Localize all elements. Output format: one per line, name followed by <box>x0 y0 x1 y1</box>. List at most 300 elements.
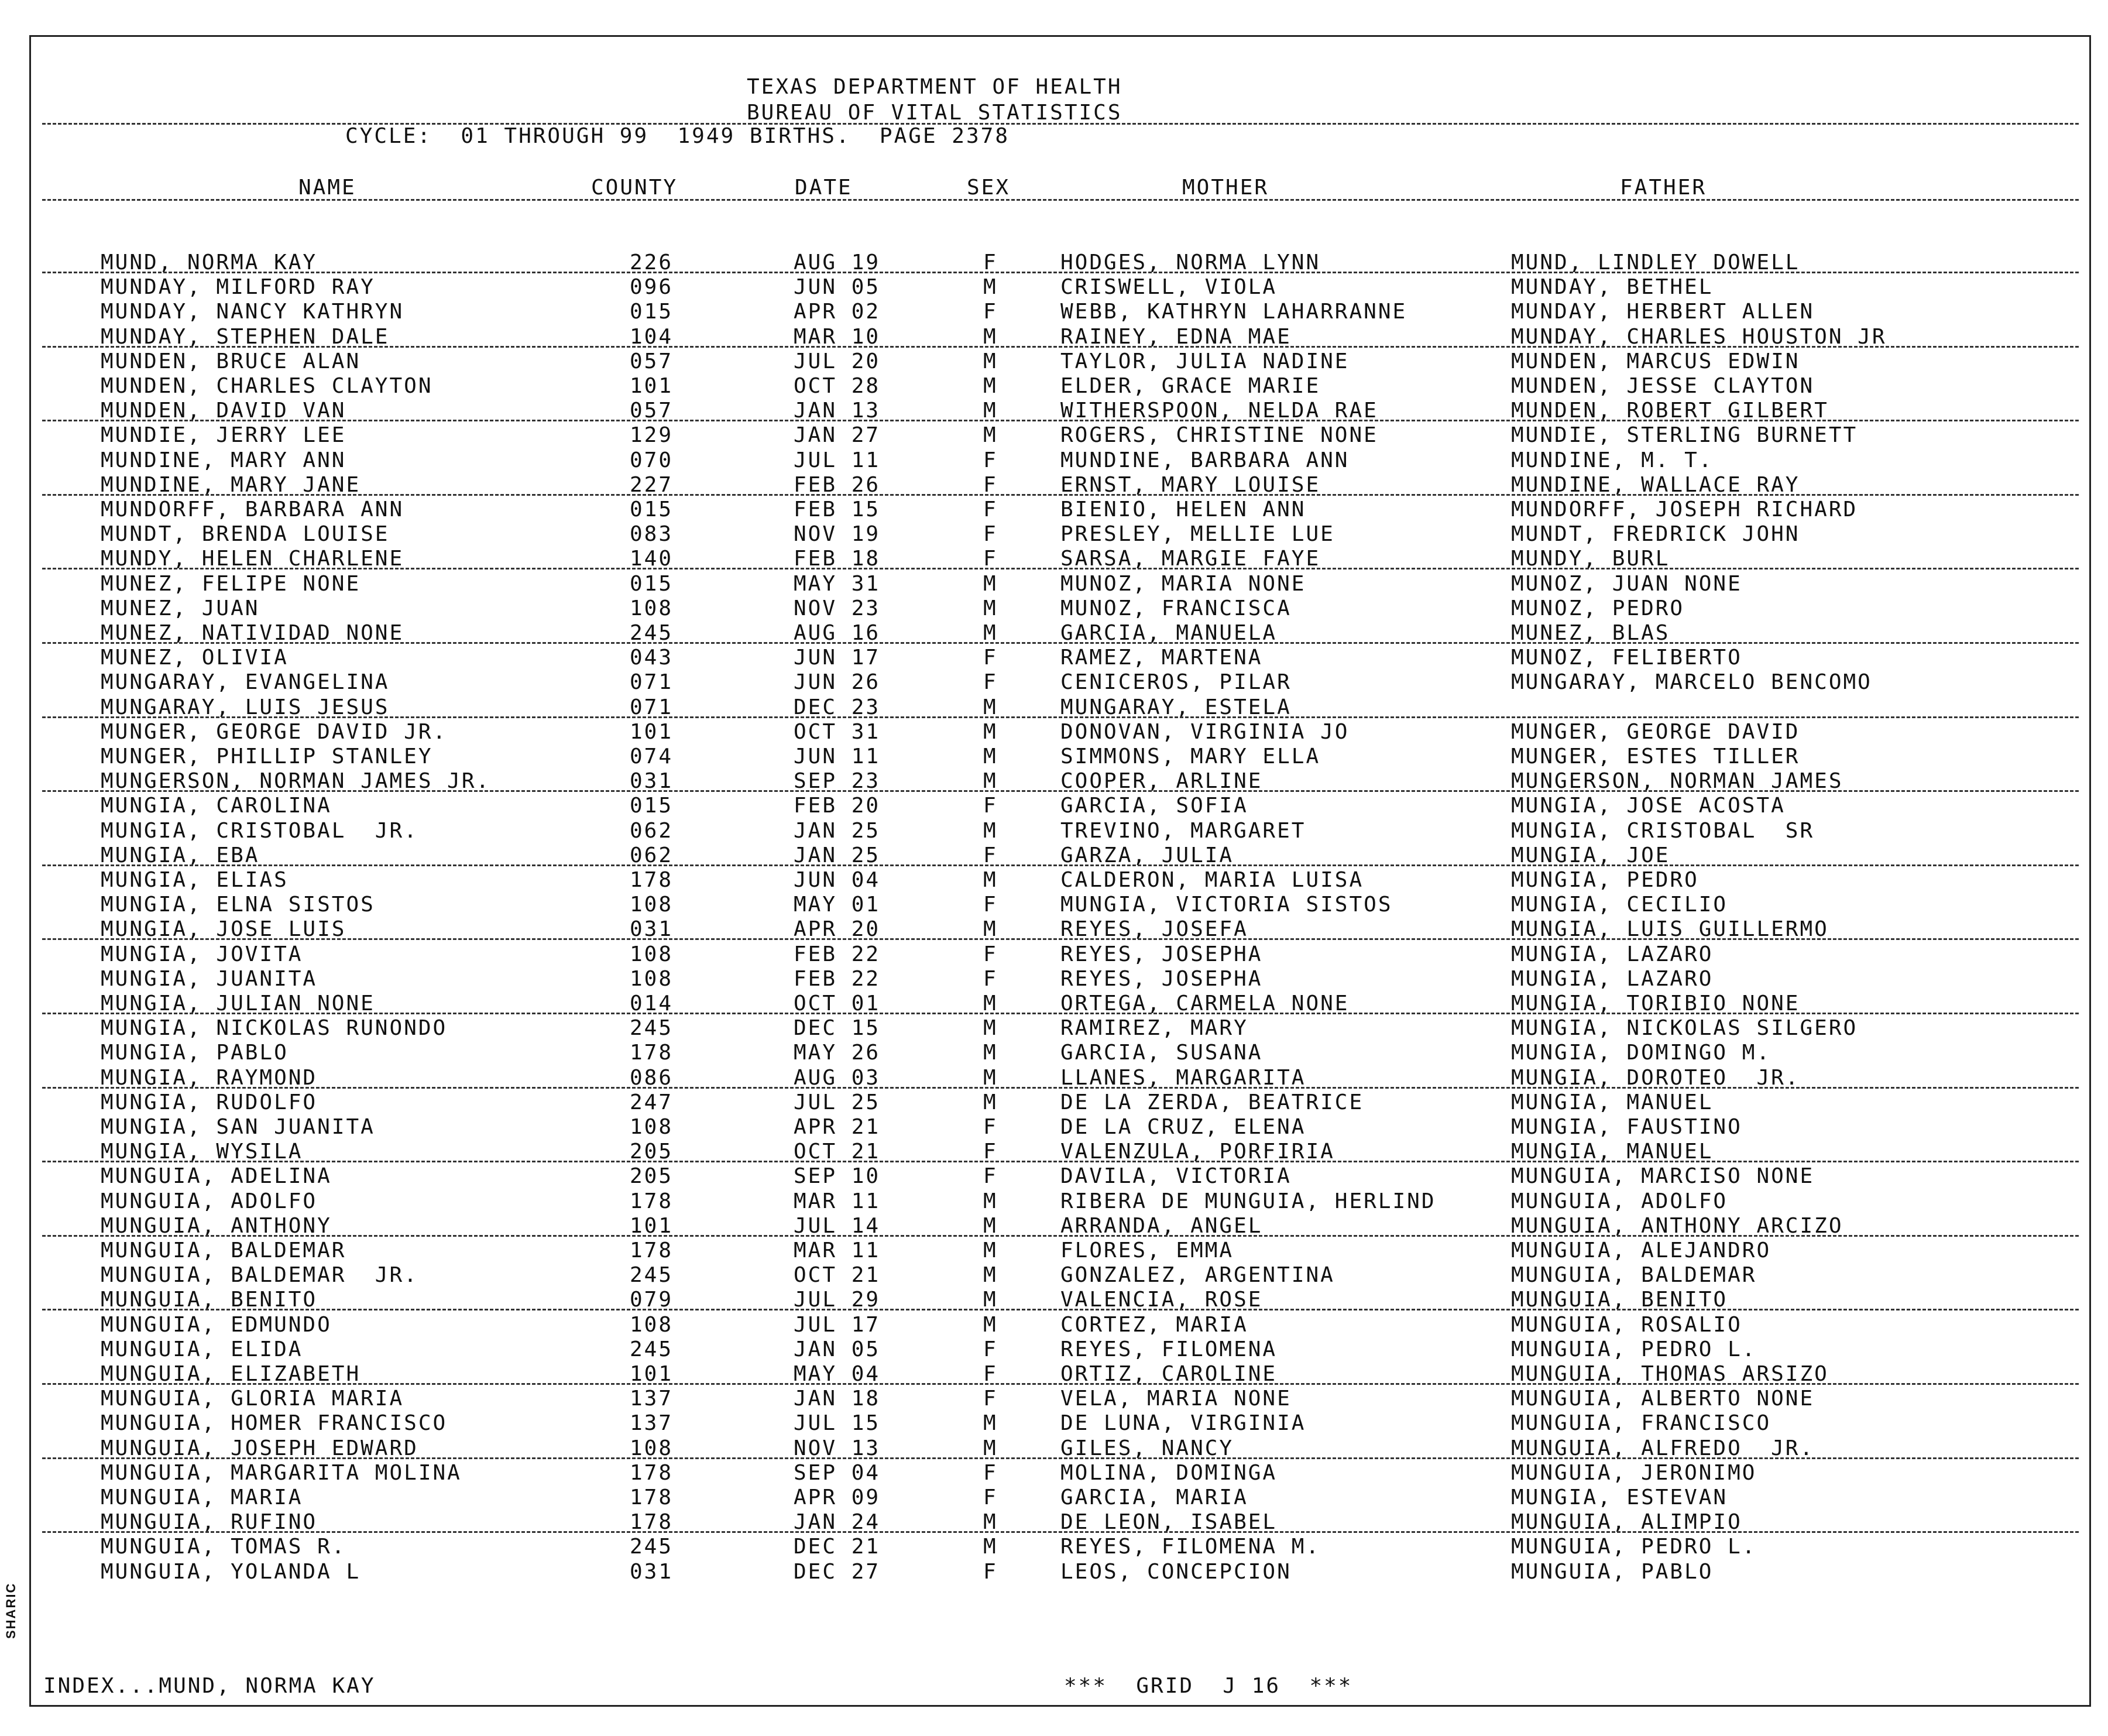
cell-name: MUNGIA, JULIAN NONE <box>101 991 375 1015</box>
cell-name: MUNGUIA, GLORIA MARIA <box>101 1387 404 1411</box>
cell-father: MUNGERSON, NORMAN JAMES <box>1511 769 1843 794</box>
cell-name: MUNGARAY, LUIS JESUS <box>101 695 390 719</box>
cell-father: MUNDEN, MARCUS EDWIN <box>1511 349 1800 373</box>
table-row <box>0 1411 2108 1436</box>
cell-sex: F <box>983 522 998 547</box>
cell-date: JUL 14 <box>794 1213 881 1238</box>
cell-father: MUNOZ, JUAN NONE <box>1511 571 1742 596</box>
cell-date: APR 02 <box>794 300 881 324</box>
cell-father: MUNGIA, MANUEL <box>1511 1140 1714 1164</box>
cell-father: MUNGIA, NICKOLAS SILGERO <box>1511 1016 1858 1041</box>
table-row <box>0 1115 2108 1140</box>
cell-father: MUNGUIA, ALIMPIO <box>1511 1510 1742 1535</box>
cell-sex: M <box>983 695 998 719</box>
cell-father: MUNGIA, DOROTEO JR. <box>1511 1065 1800 1090</box>
table-row <box>0 1560 2108 1584</box>
cell-county: 015 <box>630 794 674 818</box>
cell-sex: M <box>983 917 998 942</box>
cell-name: MUNDAY, NANCY KATHRYN <box>101 300 404 324</box>
cell-name: MUNGIA, JUANITA <box>101 966 318 991</box>
cell-sex: F <box>983 670 998 695</box>
cell-county: 108 <box>630 1436 674 1460</box>
cell-father: MUNGUIA, ALFREDO JR. <box>1511 1436 1815 1460</box>
cell-mother: CORTEZ, MARIA <box>1060 1312 1248 1337</box>
cell-date: JAN 13 <box>794 399 881 423</box>
cell-date: JUN 17 <box>794 646 881 670</box>
cell-county: 057 <box>630 349 674 373</box>
cell-date: MAR 11 <box>794 1238 881 1262</box>
table-row <box>0 596 2108 621</box>
cell-name: MUNGUIA, ELIZABETH <box>101 1362 361 1386</box>
cell-father: MUNDAY, CHARLES HOUSTON JR <box>1511 324 1887 349</box>
cell-name: MUNGIA, PABLO <box>101 1041 289 1065</box>
cell-mother: MOLINA, DOMINGA <box>1060 1460 1278 1485</box>
cell-sex: M <box>983 769 998 794</box>
cell-sex: F <box>983 1559 998 1584</box>
cell-date: JUN 26 <box>794 670 881 695</box>
cell-mother: ORTEGA, CARMELA NONE <box>1060 991 1350 1015</box>
cell-sex: M <box>983 374 998 398</box>
cell-name: MUNDT, BRENDA LOUISE <box>101 522 390 547</box>
cell-name: MUNDEN, BRUCE ALAN <box>101 349 361 373</box>
row-separator <box>42 1161 2079 1162</box>
cell-date: MAY 04 <box>794 1362 881 1386</box>
table-row <box>0 893 2108 917</box>
row-separator <box>42 642 2079 644</box>
cell-mother: VALENCIA, ROSE <box>1060 1288 1263 1312</box>
cell-sex: F <box>983 547 998 571</box>
cell-mother: RAMEZ, MARTENA <box>1060 646 1263 670</box>
cell-sex: F <box>983 794 998 818</box>
cell-county: 245 <box>630 621 674 645</box>
cell-county: 086 <box>630 1065 674 1090</box>
table-row <box>0 275 2108 300</box>
cell-date: FEB 15 <box>794 498 881 522</box>
cell-father: MUNGIA, TORIBIO NONE <box>1511 991 1800 1015</box>
cell-name: MUNGUIA, BALDEMAR JR. <box>101 1263 418 1288</box>
cell-sex: F <box>983 843 998 867</box>
cell-sex: M <box>983 621 998 645</box>
cell-name: MUNGUIA, HOMER FRANCISCO <box>101 1411 448 1436</box>
cell-county: 101 <box>630 374 674 398</box>
table-row <box>0 1461 2108 1485</box>
cell-county: 178 <box>630 1485 674 1509</box>
cell-mother: MUNGARAY, ESTELA <box>1060 695 1292 719</box>
cell-name: MUNGUIA, EDMUNDO <box>101 1312 332 1337</box>
department-title: TEXAS DEPARTMENT OF HEALTH <box>747 75 1122 99</box>
column-header-mother: MOTHER <box>1182 176 1269 200</box>
table-row <box>0 1337 2108 1362</box>
cell-name: MUNGUIA, ANTHONY <box>101 1213 332 1238</box>
cell-name: MUNGUIA, MARGARITA MOLINA <box>101 1460 462 1485</box>
cell-name: MUNEZ, NATIVIDAD NONE <box>101 621 404 645</box>
cell-county: 108 <box>630 596 674 620</box>
cell-name: MUNGIA, WYSILA <box>101 1140 303 1164</box>
cell-mother: MUNDINE, BARBARA ANN <box>1060 448 1350 472</box>
cell-date: NOV 23 <box>794 596 881 620</box>
cell-date: APR 09 <box>794 1485 881 1509</box>
cell-name: MUNGER, GEORGE DAVID JR. <box>101 719 448 744</box>
cell-mother: RIBERA DE MUNGUIA, HERLIND <box>1060 1189 1436 1213</box>
cell-father: MUNGIA, DOMINGO M. <box>1511 1041 1771 1065</box>
cell-name: MUNDEN, DAVID VAN <box>101 399 346 423</box>
cell-name: MUNGIA, RUDOLFO <box>101 1090 318 1114</box>
cell-mother: ROGERS, CHRISTINE NONE <box>1060 423 1378 448</box>
table-row <box>0 522 2108 547</box>
cell-father: MUNGIA, FAUSTINO <box>1511 1115 1742 1139</box>
table-row <box>0 448 2108 473</box>
cell-father: MUNDAY, BETHEL <box>1511 275 1714 300</box>
cell-county: 074 <box>630 745 674 768</box>
cell-mother: PRESLEY, MELLIE LUE <box>1060 522 1335 547</box>
cell-date: MAY 31 <box>794 571 881 596</box>
cell-county: 137 <box>630 1411 674 1436</box>
cell-date: MAY 01 <box>794 893 881 917</box>
cell-sex: F <box>983 966 998 991</box>
cell-name: MUNGUIA, TOMAS R. <box>101 1535 346 1559</box>
cell-date: NOV 13 <box>794 1436 881 1460</box>
cycle-line: CYCLE: 01 THROUGH 99 1949 BIRTHS. PAGE 2378 <box>345 124 1010 148</box>
cell-county: 101 <box>630 1213 674 1238</box>
cell-sex: M <box>983 1288 998 1312</box>
cell-father: MUNGUIA, ROSALIO <box>1511 1312 1742 1337</box>
cell-date: JUN 11 <box>794 745 881 768</box>
cell-sex: M <box>983 349 998 373</box>
cell-county: 178 <box>630 1041 674 1065</box>
cell-name: MUNGER, PHILLIP STANLEY <box>101 745 433 768</box>
cell-father: MUNOZ, FELIBERTO <box>1511 646 1742 670</box>
cell-sex: M <box>983 1411 998 1436</box>
cell-father: MUNGIA, PEDRO <box>1511 868 1699 892</box>
table-row <box>0 646 2108 670</box>
cell-name: MUNGIA, ELIAS <box>101 868 289 892</box>
cell-name: MUND, NORMA KAY <box>101 251 318 275</box>
cell-mother: REYES, JOSEPHA <box>1060 966 1263 991</box>
cell-name: MUNDIE, JERRY LEE <box>101 423 346 448</box>
cell-name: MUNGIA, EBA <box>101 843 260 867</box>
cell-sex: F <box>983 942 998 966</box>
cell-mother: REYES, FILOMENA M. <box>1060 1535 1321 1559</box>
cell-date: JUL 17 <box>794 1312 881 1337</box>
cell-county: 096 <box>630 275 674 300</box>
cell-sex: F <box>983 1140 998 1164</box>
cell-name: MUNGIA, ELNA SISTOS <box>101 893 375 917</box>
cell-date: OCT 21 <box>794 1140 881 1164</box>
cell-father: MUNDINE, M. T. <box>1511 448 1714 472</box>
cell-date: OCT 28 <box>794 374 881 398</box>
cell-date: FEB 26 <box>794 472 881 497</box>
cell-father: MUNGUIA, BENITO <box>1511 1288 1728 1312</box>
row-separator <box>42 1235 2079 1237</box>
cell-county: 226 <box>630 251 674 275</box>
cell-date: AUG 19 <box>794 251 881 275</box>
cell-mother: GILES, NANCY <box>1060 1436 1234 1460</box>
cell-mother: DE LA ZERDA, BEATRICE <box>1060 1090 1364 1114</box>
cell-county: 043 <box>630 646 674 670</box>
cell-name: MUNDEN, CHARLES CLAYTON <box>101 374 433 398</box>
table-row <box>0 374 2108 399</box>
cell-sex: F <box>983 472 998 497</box>
cell-father: MUNEZ, BLAS <box>1511 621 1670 645</box>
cell-sex: M <box>983 1189 998 1213</box>
table-row <box>0 572 2108 596</box>
cell-county: 108 <box>630 966 674 991</box>
cell-father: MUNGUIA, PABLO <box>1511 1559 1714 1584</box>
cell-name: MUNGUIA, YOLANDA L <box>101 1559 361 1584</box>
cell-date: DEC 15 <box>794 1016 881 1041</box>
cell-name: MUNGUIA, BALDEMAR <box>101 1238 346 1262</box>
column-header-father: FATHER <box>1620 176 1707 200</box>
cell-sex: M <box>983 1041 998 1065</box>
cell-sex: M <box>983 571 998 596</box>
column-header-name: NAME <box>298 176 356 200</box>
cell-county: 015 <box>630 498 674 522</box>
cell-mother: RAMIREZ, MARY <box>1060 1016 1248 1041</box>
cell-name: MUNGUIA, MARIA <box>101 1485 303 1509</box>
cell-date: MAY 26 <box>794 1041 881 1065</box>
cell-name: MUNGERSON, NORMAN JAMES JR. <box>101 769 491 794</box>
cell-name: MUNEZ, OLIVIA <box>101 646 289 670</box>
cell-sex: F <box>983 448 998 472</box>
cell-sex: F <box>983 1164 998 1189</box>
cell-county: 227 <box>630 472 674 497</box>
table-row <box>0 1485 2108 1510</box>
cell-mother: COOPER, ARLINE <box>1060 769 1263 794</box>
cell-county: 083 <box>630 522 674 547</box>
cell-county: 014 <box>630 991 674 1015</box>
cell-mother: LEOS, CONCEPCION <box>1060 1559 1292 1584</box>
cell-name: MUNGIA, CAROLINA <box>101 794 332 818</box>
table-row <box>0 1016 2108 1041</box>
cell-name: MUNDINE, MARY ANN <box>101 448 346 472</box>
cell-date: JUL 15 <box>794 1411 881 1436</box>
cell-father: MUNDT, FREDRICK JOHN <box>1511 522 1800 547</box>
cell-mother: LLANES, MARGARITA <box>1060 1065 1306 1090</box>
cell-name: MUNDAY, STEPHEN DALE <box>101 324 390 349</box>
cell-sex: M <box>983 423 998 448</box>
cell-county: 247 <box>630 1090 674 1114</box>
cell-sex: M <box>983 1016 998 1041</box>
cell-county: 178 <box>630 868 674 892</box>
cell-father: MUNGIA, LUIS GUILLERMO <box>1511 917 1829 942</box>
cell-mother: REYES, FILOMENA <box>1060 1337 1278 1361</box>
cell-date: JUL 20 <box>794 349 881 373</box>
cell-county: 101 <box>630 1362 674 1386</box>
cell-mother: SARSA, MARGIE FAYE <box>1060 547 1321 571</box>
cell-date: APR 21 <box>794 1115 881 1139</box>
cell-father: MUNDIE, STERLING BURNETT <box>1511 423 1858 448</box>
cell-mother: WEBB, KATHRYN LAHARRANNE <box>1060 300 1407 324</box>
table-row <box>0 1313 2108 1337</box>
cell-mother: CRISWELL, VIOLA <box>1060 275 1278 300</box>
cell-father: MUNOZ, PEDRO <box>1511 596 1685 620</box>
cell-father: MUND, LINDLEY DOWELL <box>1511 251 1800 275</box>
cell-name: MUNGIA, CRISTOBAL JR. <box>101 818 418 843</box>
cell-sex: M <box>983 868 998 892</box>
cell-sex: M <box>983 399 998 423</box>
cell-sex: F <box>983 1337 998 1361</box>
cell-name: MUNGUIA, RUFINO <box>101 1510 318 1535</box>
cell-name: MUNGUIA, JOSEPH EDWARD <box>101 1436 418 1460</box>
cell-mother: SIMMONS, MARY ELLA <box>1060 745 1321 768</box>
cell-date: AUG 16 <box>794 621 881 645</box>
cell-father: MUNGUIA, ADOLFO <box>1511 1189 1728 1213</box>
table-row <box>0 942 2108 967</box>
table-row <box>0 794 2108 818</box>
cell-mother: CENICEROS, PILAR <box>1060 670 1292 695</box>
cell-father: MUNDINE, WALLACE RAY <box>1511 472 1800 497</box>
cell-mother: VELA, MARIA NONE <box>1060 1387 1292 1411</box>
cell-sex: F <box>983 1115 998 1139</box>
cell-name: MUNGUIA, ADOLFO <box>101 1189 318 1213</box>
cell-mother: WITHERSPOON, NELDA RAE <box>1060 399 1378 423</box>
cell-sex: M <box>983 991 998 1015</box>
cell-date: FEB 22 <box>794 966 881 991</box>
cell-sex: F <box>983 498 998 522</box>
cell-mother: BIENIO, HELEN ANN <box>1060 498 1306 522</box>
cell-county: 108 <box>630 942 674 966</box>
cell-mother: GONZALEZ, ARGENTINA <box>1060 1263 1335 1288</box>
row-separator <box>42 1087 2079 1089</box>
cell-county: 205 <box>630 1140 674 1164</box>
cell-county: 015 <box>630 300 674 324</box>
cell-name: MUNGIA, JOVITA <box>101 942 303 966</box>
cell-date: JUL 25 <box>794 1090 881 1114</box>
cell-father: MUNGIA, JOSE ACOSTA <box>1511 794 1786 818</box>
cell-name: MUNDAY, MILFORD RAY <box>101 275 375 300</box>
table-row <box>0 1041 2108 1065</box>
grid-footer: *** GRID J 16 *** <box>1064 1674 1353 1698</box>
cell-sex: M <box>983 1312 998 1337</box>
cell-name: MUNDINE, MARY JANE <box>101 472 361 497</box>
cell-mother: ORTIZ, CAROLINE <box>1060 1362 1278 1386</box>
cell-mother: GARCIA, SUSANA <box>1060 1041 1263 1065</box>
cell-date: OCT 31 <box>794 719 881 744</box>
cell-mother: FLORES, EMMA <box>1060 1238 1234 1262</box>
cell-date: SEP 10 <box>794 1164 881 1189</box>
cell-date: APR 20 <box>794 917 881 942</box>
cell-date: JAN 05 <box>794 1337 881 1361</box>
table-row <box>0 1535 2108 1559</box>
cell-father: MUNGIA, ESTEVAN <box>1511 1485 1728 1509</box>
cell-mother: REYES, JOSEFA <box>1060 917 1248 942</box>
cell-name: MUNGUIA, ADELINA <box>101 1164 332 1189</box>
cell-father: MUNGUIA, PEDRO L. <box>1511 1535 1757 1559</box>
cell-father: MUNGUIA, THOMAS ARSIZO <box>1511 1362 1829 1386</box>
cell-date: NOV 19 <box>794 522 881 547</box>
row-separator <box>42 716 2079 718</box>
cell-date: JUN 05 <box>794 275 881 300</box>
row-separator <box>42 1383 2079 1385</box>
cell-sex: F <box>983 1485 998 1509</box>
cell-mother: CALDERON, MARIA LUISA <box>1060 868 1364 892</box>
cell-father: MUNGIA, LAZARO <box>1511 942 1714 966</box>
cell-mother: MUNGIA, VICTORIA SISTOS <box>1060 893 1393 917</box>
cell-mother: DONOVAN, VIRGINIA JO <box>1060 719 1350 744</box>
table-row <box>0 1238 2108 1263</box>
cell-mother: DE LA CRUZ, ELENA <box>1060 1115 1306 1139</box>
row-separator <box>42 938 2079 940</box>
cell-name: MUNGUIA, BENITO <box>101 1288 318 1312</box>
cell-county: 062 <box>630 818 674 843</box>
cell-sex: F <box>983 646 998 670</box>
cell-mother: ARRANDA, ANGEL <box>1060 1213 1263 1238</box>
row-separator <box>42 568 2079 569</box>
cell-date: FEB 18 <box>794 547 881 571</box>
bureau-title: BUREAU OF VITAL STATISTICS <box>747 101 1122 125</box>
cell-father: MUNDY, BURL <box>1511 547 1670 571</box>
cell-county: 070 <box>630 448 674 472</box>
cell-sex: F <box>983 1362 998 1386</box>
cell-date: JAN 24 <box>794 1510 881 1535</box>
cell-county: 245 <box>630 1016 674 1041</box>
cell-sex: M <box>983 1535 998 1559</box>
cell-father: MUNDEN, JESSE CLAYTON <box>1511 374 1815 398</box>
table-row <box>0 745 2108 769</box>
row-separator <box>42 420 2079 421</box>
cell-mother: GARCIA, MANUELA <box>1060 621 1278 645</box>
cell-county: 015 <box>630 571 674 596</box>
cell-mother: DE LUNA, VIRGINIA <box>1060 1411 1306 1436</box>
cell-sex: M <box>983 719 998 744</box>
row-separator <box>42 346 2079 348</box>
cell-date: JUN 04 <box>794 868 881 892</box>
table-row <box>0 1263 2108 1288</box>
column-header-sex: SEX <box>967 176 1011 200</box>
cell-father: MUNGER, ESTES TILLER <box>1511 745 1800 768</box>
cell-date: JAN 25 <box>794 843 881 867</box>
cell-father: MUNGUIA, ANTHONY ARCIZO <box>1511 1213 1843 1238</box>
cell-county: 178 <box>630 1460 674 1485</box>
cell-sex: M <box>983 1090 998 1114</box>
cell-name: MUNGUIA, ELIDA <box>101 1337 303 1361</box>
cell-mother: ELDER, GRACE MARIE <box>1060 374 1321 398</box>
cell-name: MUNGIA, JOSE LUIS <box>101 917 346 942</box>
table-row <box>0 1164 2108 1189</box>
cell-name: MUNGIA, SAN JUANITA <box>101 1115 375 1139</box>
cell-sex: F <box>983 1387 998 1411</box>
cell-father: MUNGARAY, MARCELO BENCOMO <box>1511 670 1872 695</box>
cell-date: OCT 01 <box>794 991 881 1015</box>
column-header-rule <box>42 199 2079 201</box>
cell-sex: M <box>983 1065 998 1090</box>
cell-father: MUNGIA, JOE <box>1511 843 1670 867</box>
cell-name: MUNDORFF, BARBARA ANN <box>101 498 404 522</box>
cell-county: 129 <box>630 423 674 448</box>
cell-father: MUNGUIA, ALEJANDRO <box>1511 1238 1771 1262</box>
cell-county: 245 <box>630 1263 674 1288</box>
cell-county: 071 <box>630 670 674 695</box>
cell-date: JUL 29 <box>794 1288 881 1312</box>
table-row <box>0 868 2108 893</box>
cell-date: JAN 18 <box>794 1387 881 1411</box>
cell-father: MUNGIA, LAZARO <box>1511 966 1714 991</box>
cell-date: SEP 23 <box>794 769 881 794</box>
column-header-county: COUNTY <box>591 176 678 200</box>
cell-sex: M <box>983 1263 998 1288</box>
cell-mother: DAVILA, VICTORIA <box>1060 1164 1292 1189</box>
cell-mother: GARCIA, SOFIA <box>1060 794 1248 818</box>
cell-date: JAN 25 <box>794 818 881 843</box>
cell-father: MUNGUIA, ALBERTO NONE <box>1511 1387 1815 1411</box>
cell-father: MUNGUIA, PEDRO L. <box>1511 1337 1757 1361</box>
cell-father: MUNDEN, ROBERT GILBERT <box>1511 399 1829 423</box>
cell-date: SEP 04 <box>794 1460 881 1485</box>
cell-county: 104 <box>630 324 674 349</box>
row-separator <box>42 790 2079 792</box>
index-footer: INDEX...MUND, NORMA KAY <box>43 1674 376 1698</box>
cell-date: DEC 23 <box>794 695 881 719</box>
